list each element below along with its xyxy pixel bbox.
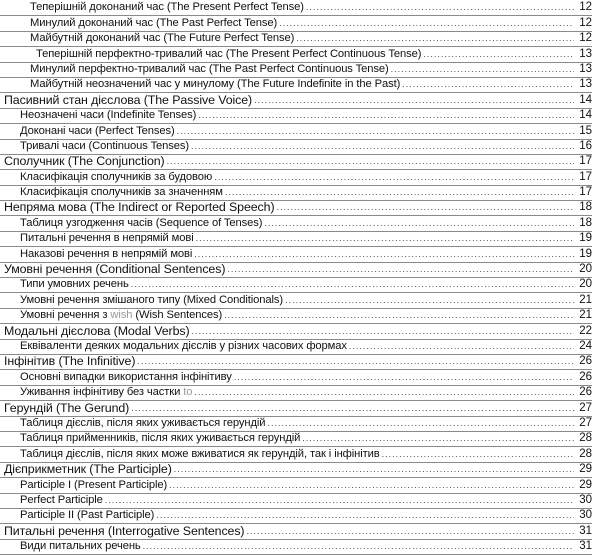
section-title: Дієприкметник (The Participle)	[4, 462, 172, 477]
dot-leader	[267, 416, 574, 431]
entry-title: Таблиця прийменників, після яких уживається герундій	[20, 432, 301, 445]
entry-page: 18	[579, 216, 592, 229]
entry-title: Види питальних речень	[20, 540, 141, 553]
section-page: 18	[579, 201, 592, 214]
dot-leader	[423, 47, 574, 62]
dot-leader	[225, 185, 574, 200]
entry-title: Питальні речення в непрямій мові	[20, 232, 194, 245]
toc-section	[0, 201, 592, 216]
section-page: 14	[579, 93, 592, 106]
toc-section	[0, 401, 592, 416]
toc-section	[0, 524, 592, 539]
dot-leader	[254, 93, 574, 108]
entry-page: 26	[579, 370, 592, 383]
entry-page: 12	[579, 32, 592, 45]
toc-entry	[0, 417, 592, 432]
entry-page: 24	[579, 339, 592, 352]
toc-entry	[0, 109, 592, 124]
dot-leader	[105, 493, 574, 508]
entry-title: Класифікація сполучників за значенням	[20, 186, 223, 199]
entry-title: Умовні речення змішаного типу (Mixed Conditionals)	[20, 293, 284, 306]
section-title: Непряма мова (The Indirect or Reported Speech)	[4, 200, 275, 215]
toc-entry	[0, 386, 592, 401]
dot-leader	[177, 124, 574, 139]
entry-title-part: Умовні речення з	[20, 309, 111, 322]
dot-leader	[349, 339, 574, 354]
entry-page: 19	[579, 247, 592, 260]
entry-title: Наказові речення в непрямій мові	[20, 247, 193, 260]
section-title: Сполучник (The Conjunction)	[4, 154, 165, 169]
entry-page: 26	[579, 386, 592, 399]
entry-title: Теперішній перфектно-тривалий час (The Present Perfect Continuous Tense)	[36, 47, 422, 60]
toc-entry	[0, 216, 592, 231]
entry-title: Таблиця узгодження часів (Sequence of Tenses)	[20, 216, 263, 229]
dot-leader	[191, 139, 574, 154]
entry-page: 20	[579, 278, 592, 291]
dot-leader	[296, 31, 574, 46]
dot-leader	[194, 247, 574, 262]
toc-entry	[0, 478, 592, 493]
section-page: 17	[579, 155, 592, 168]
entry-title: Participle II (Past Participle)	[20, 509, 155, 522]
entry-title: Таблиця дієслів, після яких уживається герундій	[20, 416, 266, 429]
dot-leader	[264, 216, 574, 231]
toc-entry	[0, 370, 592, 385]
entry-title: Майбутній неозначений час у минулому (The Future Indefinite in the Past)	[30, 78, 401, 91]
entry-page: 15	[579, 124, 592, 137]
entry-title: Основні випадки використання інфінітиву	[20, 370, 232, 383]
entry-title-part: Уживання інфінітиву без частки	[20, 386, 184, 399]
entry-page: 21	[579, 309, 592, 322]
entry-title: Perfect Participle	[20, 493, 103, 506]
entry-page: 13	[579, 78, 592, 91]
dot-leader	[198, 108, 574, 123]
section-page: 29	[579, 463, 592, 476]
entry-page: 13	[579, 47, 592, 60]
toc-section	[0, 93, 592, 108]
toc-entry	[0, 309, 592, 324]
dot-leader	[196, 231, 574, 246]
entry-page: 17	[579, 170, 592, 183]
dot-leader	[194, 385, 574, 400]
entry-title-faint-word: to	[183, 386, 193, 399]
dot-leader	[246, 524, 574, 539]
section-title: Питальні речення (Interrogative Sentences)	[4, 523, 245, 538]
toc-entry	[0, 1, 592, 16]
toc-section	[0, 355, 592, 370]
dot-leader	[224, 308, 574, 323]
entry-title: Таблиця дієслів, після яких може вживатися як герундій, так і інфінітив	[20, 447, 380, 460]
dot-leader	[279, 16, 574, 31]
dot-leader	[234, 370, 574, 385]
toc-entry	[0, 63, 592, 78]
dot-leader	[143, 539, 574, 554]
dot-leader	[382, 447, 574, 462]
dot-leader	[402, 77, 574, 92]
section-title: Герундій (The Gerund)	[4, 400, 130, 415]
entry-page: 28	[579, 432, 592, 445]
entry-title: Минулий доконаний час (The Past Perfect Tense)	[30, 16, 278, 29]
dot-leader	[169, 478, 574, 493]
dot-leader	[214, 170, 574, 185]
dot-leader	[227, 262, 574, 277]
entry-title: Еквіваленти деяких модальних дієслів у різних часових формах	[20, 339, 347, 352]
section-page: 26	[579, 355, 592, 368]
toc-section	[0, 155, 592, 170]
section-page: 31	[579, 524, 592, 537]
entry-title: Тривалі часи (Continuous Tenses)	[20, 139, 190, 152]
toc-entry	[0, 432, 592, 447]
entry-page: 30	[579, 493, 592, 506]
dot-leader	[167, 154, 574, 169]
entry-page: 21	[579, 293, 592, 306]
toc-entry	[0, 47, 592, 62]
entry-title: Майбутній доконаний час (The Future Perfect Tense)	[30, 32, 295, 45]
entry-title: Неозначені часи (Indefinite Tenses)	[20, 109, 197, 122]
entry-title: Минулий перфектно-тривалий час (The Past Perfect Continuous Tense)	[30, 62, 389, 75]
toc-entry	[0, 447, 592, 462]
dot-leader	[131, 277, 574, 292]
dot-leader	[391, 62, 574, 77]
entry-page: 13	[579, 62, 592, 75]
entry-title: Теперішній доконаний час (The Present Perfect Tense)	[30, 1, 304, 14]
section-title: Умовні речення (Conditional Sentences)	[4, 262, 226, 277]
entry-title: Типи умовних речень	[20, 278, 129, 291]
toc-section	[0, 324, 592, 339]
toc-entry	[0, 32, 592, 47]
entry-title: Класифікація сполучників за будовою	[20, 170, 213, 183]
section-page: 20	[579, 263, 592, 276]
entry-title: Доконані часи (Perfect Tenses)	[20, 124, 175, 137]
entry-page: 12	[579, 16, 592, 29]
dot-leader	[174, 462, 574, 477]
dot-leader	[276, 200, 574, 215]
entry-page: 17	[579, 186, 592, 199]
entry-page: 27	[579, 416, 592, 429]
dot-leader	[192, 324, 575, 339]
toc-entry	[0, 124, 592, 139]
entry-page: 14	[579, 109, 592, 122]
dot-leader	[156, 508, 574, 523]
entry-page: 30	[579, 509, 592, 522]
toc-entry	[0, 293, 592, 308]
entry-page: 29	[579, 478, 592, 491]
dot-leader	[137, 354, 574, 369]
dot-leader	[302, 431, 574, 446]
dot-leader	[306, 0, 574, 15]
entry-page: 16	[579, 139, 592, 152]
entry-title-faint-word: wish	[110, 309, 133, 322]
toc-entry	[0, 509, 592, 524]
entry-title	[20, 385, 192, 400]
toc-section	[0, 463, 592, 478]
dot-leader	[285, 293, 574, 308]
toc-entry	[0, 140, 592, 155]
entry-title-part: (Wish Sentences)	[132, 309, 223, 322]
toc-entry	[0, 232, 592, 247]
entry-page: 28	[579, 447, 592, 460]
section-title: Модальні дієслова (Modal Verbs)	[4, 323, 190, 338]
entry-title	[20, 308, 222, 323]
entry-page: 31	[579, 540, 592, 553]
toc-entry	[0, 186, 592, 201]
entry-page: 19	[579, 232, 592, 245]
toc-entry	[0, 540, 592, 555]
toc-entry	[0, 16, 592, 31]
section-page: 22	[579, 324, 592, 337]
toc-entry	[0, 247, 592, 262]
toc-entry	[0, 78, 592, 93]
toc-entry	[0, 340, 592, 355]
toc-entry	[0, 170, 592, 185]
section-title: Інфінітив (The Infinitive)	[4, 354, 136, 369]
toc-entry	[0, 278, 592, 293]
entry-page: 12	[579, 1, 592, 14]
section-title: Пасивний стан дієслова (The Passive Voice)	[4, 92, 253, 107]
dot-leader	[131, 401, 574, 416]
section-page: 27	[579, 401, 592, 414]
toc-entry	[0, 494, 592, 509]
toc-section	[0, 263, 592, 278]
entry-title: Participle I (Present Participle)	[20, 478, 168, 491]
